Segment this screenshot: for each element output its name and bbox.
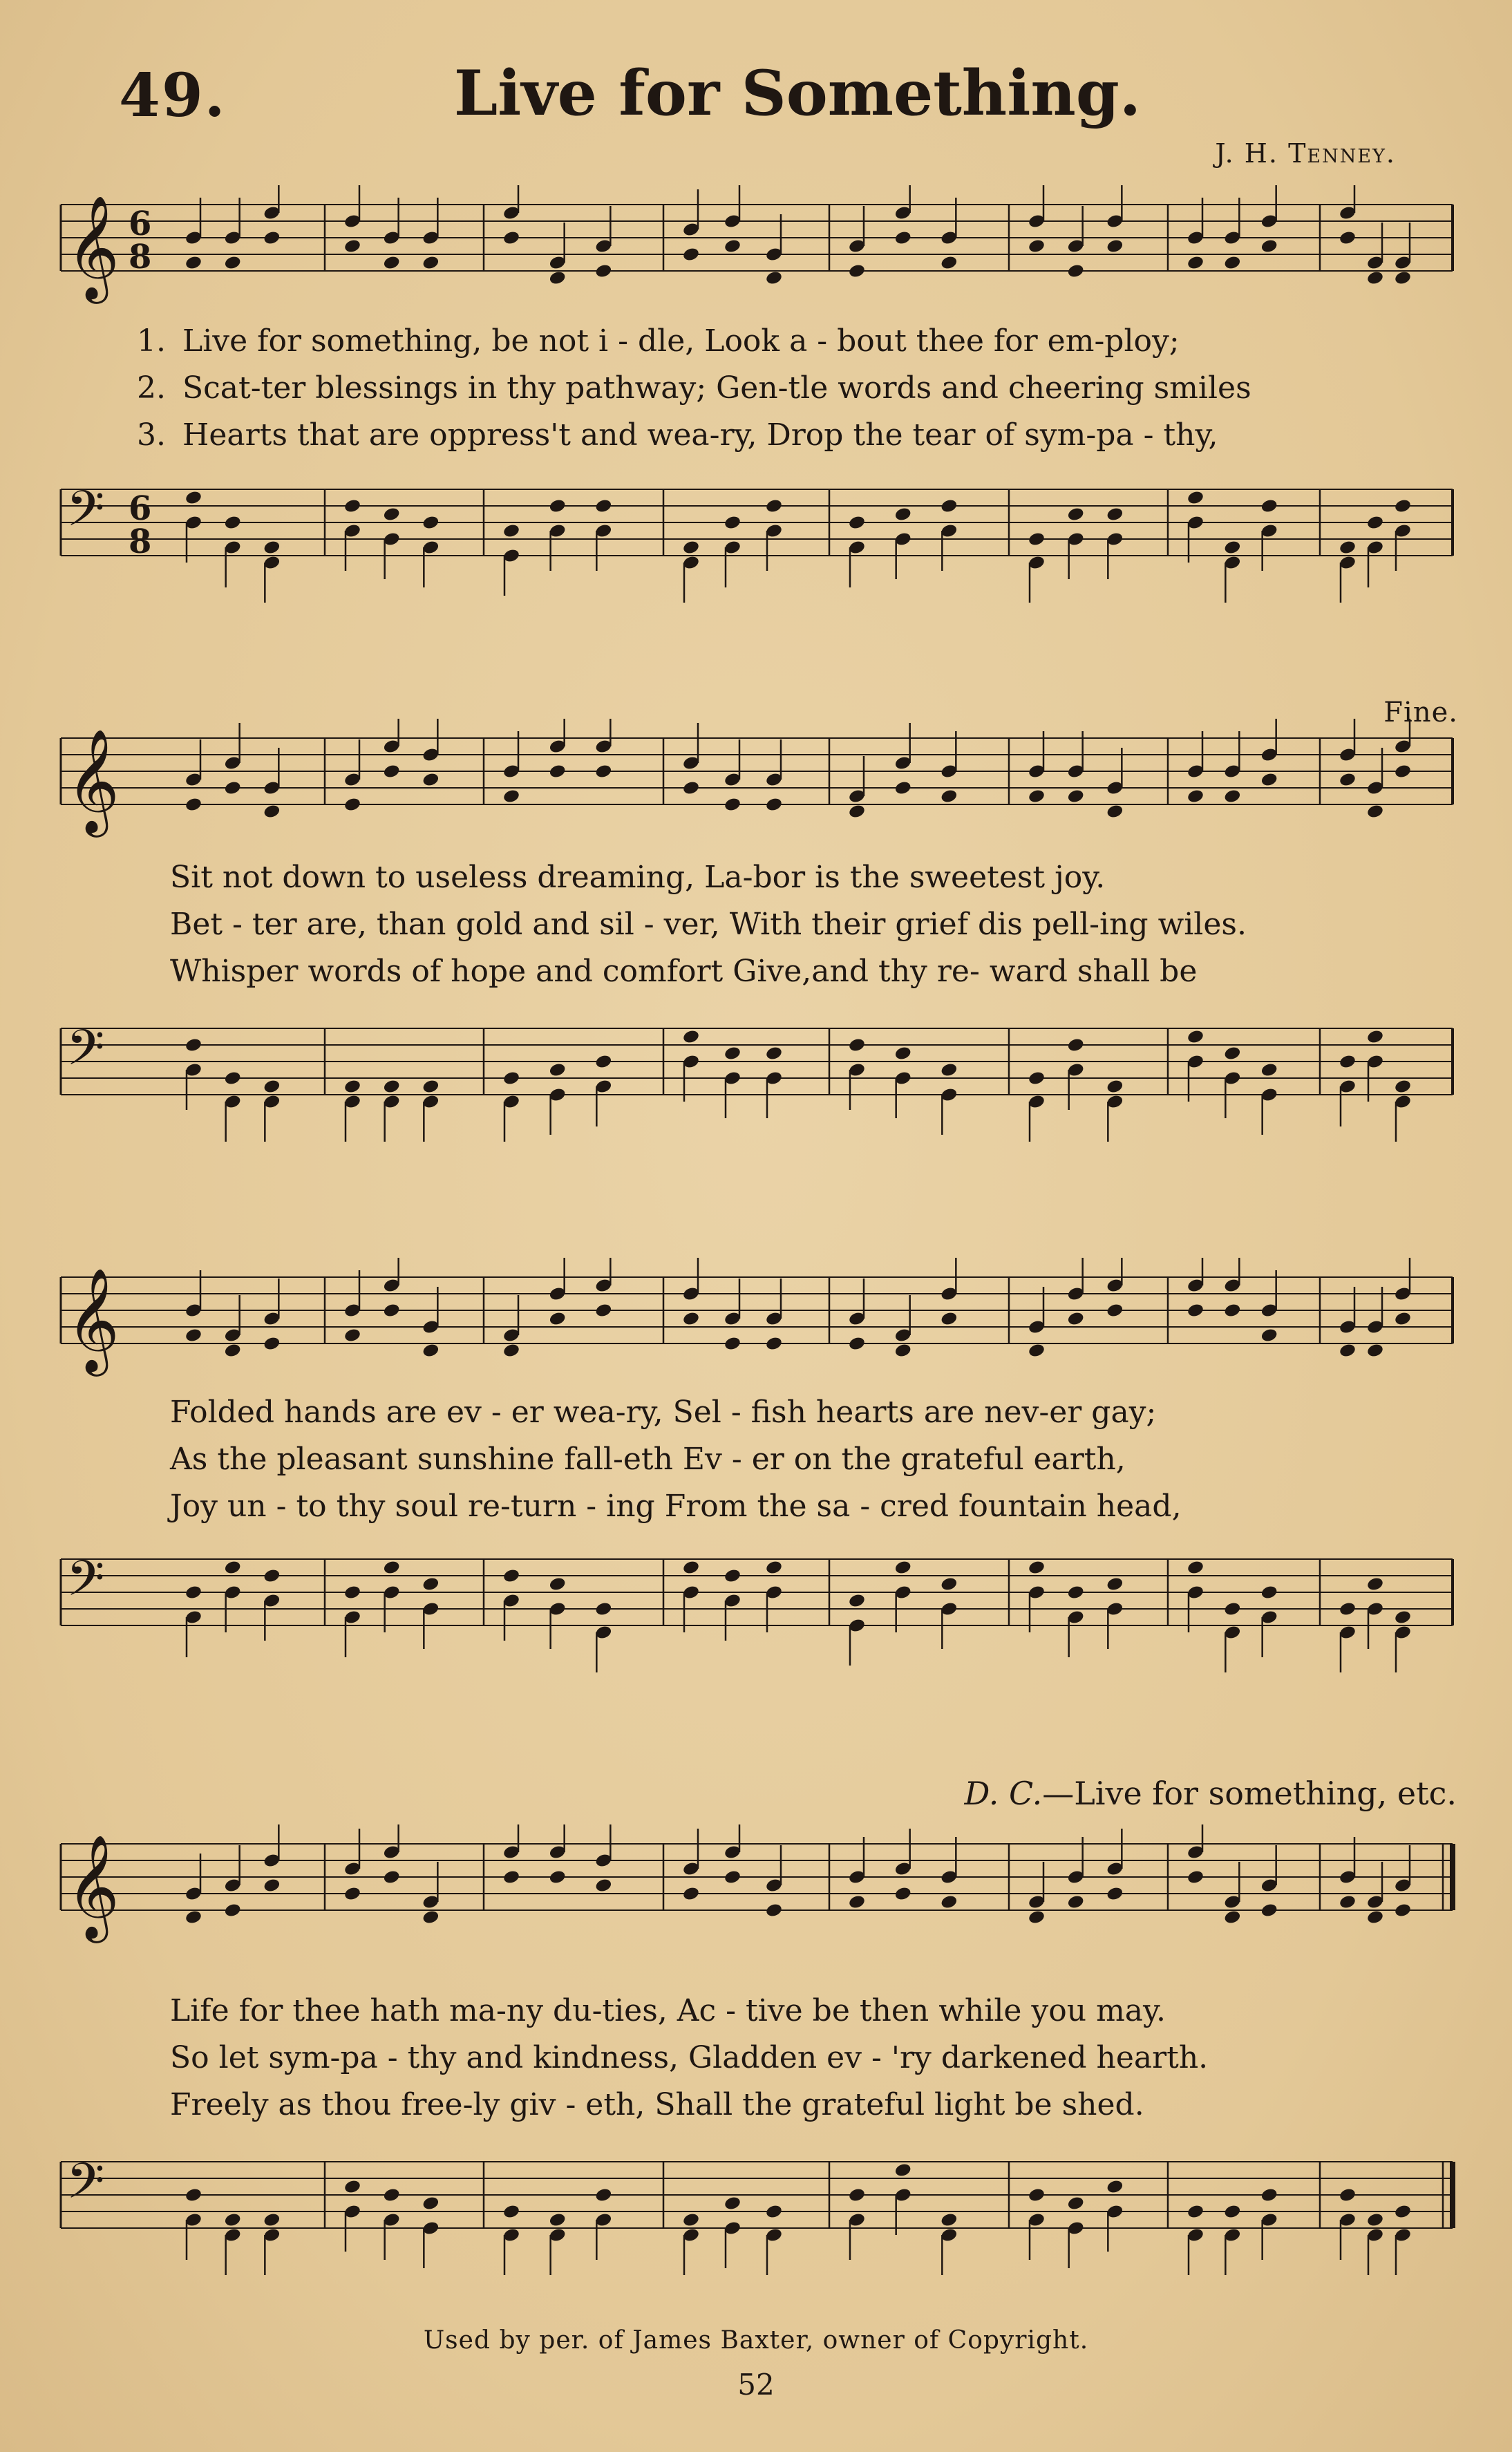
hymn-number: 49. (119, 61, 227, 131)
notehead (383, 1079, 401, 1095)
notehead (422, 1079, 440, 1095)
notehead (1339, 230, 1357, 246)
notehead (549, 2212, 567, 2228)
notehead (940, 2212, 958, 2228)
notehead (1223, 1909, 1241, 1925)
verse-number: 3. (137, 417, 166, 453)
notehead (1339, 2187, 1357, 2203)
time-signature-numerator: 6 (129, 205, 152, 243)
bass-clef-icon: 𝄢 (66, 480, 105, 549)
notehead (848, 1593, 866, 1609)
notehead (724, 2196, 741, 2211)
notehead (1067, 1894, 1085, 1910)
notehead (263, 1878, 281, 1894)
notehead (1223, 540, 1241, 556)
notehead (422, 515, 440, 531)
notehead (185, 2187, 202, 2203)
notehead (1106, 2179, 1124, 2195)
notehead (422, 772, 440, 788)
notehead (1067, 1037, 1085, 1053)
notehead (549, 1062, 567, 1078)
notehead (894, 2162, 912, 2178)
notehead (549, 1869, 567, 1885)
notehead (1260, 1903, 1278, 1918)
notehead (1260, 1062, 1278, 1078)
composer-credit: J. H. Tenney. (1215, 138, 1396, 169)
notehead (940, 498, 958, 514)
notehead (263, 1336, 281, 1352)
notehead (594, 498, 612, 514)
notehead (343, 1886, 361, 1902)
notehead (1260, 1585, 1278, 1601)
notehead (724, 1046, 741, 1062)
notehead (1106, 1886, 1124, 1902)
bass-staff-4 (0, 2142, 1512, 2281)
notehead (1223, 2204, 1241, 2220)
lyric-text: As the pleasant sunshine fall-eth Ev - er on the grateful earth, (170, 1442, 1126, 1477)
notehead (1187, 1303, 1204, 1319)
notehead (848, 1894, 866, 1910)
notehead (263, 1079, 281, 1095)
lyric-text: So let sym-pa - thy and kindness, Gladden ev - 'ry darkened hearth. (170, 2040, 1209, 2075)
notehead (1187, 2204, 1204, 2220)
notehead (1366, 2212, 1384, 2228)
dc-text: —Live for something, etc. (1042, 1775, 1457, 1812)
notehead (1260, 2187, 1278, 2203)
notehead (224, 780, 242, 796)
notehead (1106, 1303, 1124, 1319)
notehead (894, 230, 912, 246)
notehead (263, 804, 281, 820)
treble-staff-2 (0, 719, 1512, 857)
notehead (940, 1576, 958, 1592)
notehead (1260, 238, 1278, 254)
notehead (502, 230, 520, 246)
notehead (682, 1560, 700, 1576)
notehead (502, 1568, 520, 1584)
notehead (263, 540, 281, 556)
lyric-text: Hearts that are oppress't and wea-ry, Drop the tear of sym-pa - thy, (182, 417, 1218, 453)
notehead (1067, 2196, 1085, 2211)
lyric-text: Scat-ter blessings in thy pathway; Gen-tle words and cheering smiles (182, 370, 1251, 406)
notehead (940, 1311, 958, 1327)
notehead (1028, 1560, 1046, 1576)
notehead (724, 238, 741, 254)
notehead (724, 1568, 741, 1584)
notehead (224, 2212, 242, 2228)
notehead (502, 789, 520, 804)
notehead (765, 270, 783, 286)
notehead (1067, 263, 1085, 279)
notehead (1366, 1343, 1384, 1359)
notehead (940, 789, 958, 804)
notehead (185, 797, 202, 813)
notehead (894, 1343, 912, 1359)
notehead (682, 780, 700, 796)
lyric-text: Life for thee hath ma-ny du-ties, Ac - tive be then while you may. (170, 1993, 1166, 2028)
notehead (940, 1062, 958, 1078)
notehead (1187, 789, 1204, 804)
notehead (765, 797, 783, 813)
notehead (185, 490, 202, 506)
notehead (422, 1909, 440, 1925)
verse-number: 1. (137, 323, 166, 359)
notehead (263, 230, 281, 246)
notehead (185, 255, 202, 271)
notehead (1223, 789, 1241, 804)
notehead (894, 1560, 912, 1576)
notehead (1394, 2204, 1412, 2220)
notehead (1366, 515, 1384, 531)
notehead (1106, 507, 1124, 522)
bass-staff-3 (0, 1540, 1512, 1678)
notehead (848, 1037, 866, 1053)
notehead (383, 255, 401, 271)
lyric-text: Freely as thou free-ly giv - eth, Shall the grateful light be shed. (170, 2087, 1144, 2122)
notehead (1394, 1610, 1412, 1625)
page-number: 52 (737, 2368, 775, 2402)
treble-staff-3 (0, 1258, 1512, 1396)
dc-instruction (965, 1775, 1457, 1812)
notehead (848, 1336, 866, 1352)
notehead (1028, 2187, 1046, 2203)
notehead (1028, 1909, 1046, 1925)
notehead (1106, 1576, 1124, 1592)
lyric-text: Live for something, be not i - dle, Look a - bout thee for em-ploy; (182, 323, 1180, 359)
notehead (848, 2187, 866, 2203)
notehead (1187, 1560, 1204, 1576)
notehead (1366, 1909, 1384, 1925)
notehead (502, 1869, 520, 1885)
bass-staff-2 (0, 1009, 1512, 1147)
notehead (848, 515, 866, 531)
notehead (894, 1046, 912, 1062)
notehead (224, 1343, 242, 1359)
notehead (1394, 1079, 1412, 1095)
copyright-credit: Used by per. of James Baxter, owner of Copyright. (423, 2326, 1089, 2355)
notehead (594, 1601, 612, 1617)
notehead (185, 1585, 202, 1601)
notehead (502, 1343, 520, 1359)
notehead (1339, 1894, 1357, 1910)
notehead (724, 1336, 741, 1352)
notehead (1394, 1903, 1412, 1918)
notehead (724, 1869, 741, 1885)
notehead (1339, 1601, 1357, 1617)
treble-clef-icon: 𝄞 (66, 1267, 120, 1372)
time-signature-denominator: 8 (129, 522, 152, 561)
notehead (343, 498, 361, 514)
notehead (848, 263, 866, 279)
notehead (224, 1071, 242, 1086)
notehead (848, 804, 866, 820)
notehead (1067, 789, 1085, 804)
notehead (765, 498, 783, 514)
notehead (1394, 1311, 1412, 1327)
notehead (765, 1903, 783, 1918)
notehead (549, 498, 567, 514)
notehead (1339, 540, 1357, 556)
notehead (765, 1046, 783, 1062)
notehead (343, 1585, 361, 1601)
notehead (765, 1560, 783, 1576)
notehead (422, 1576, 440, 1592)
notehead (1366, 1029, 1384, 1045)
notehead (724, 515, 741, 531)
notehead (422, 255, 440, 271)
notehead (343, 2179, 361, 2195)
notehead (1028, 531, 1046, 547)
verse-number: 2. (137, 370, 166, 406)
bass-clef-icon: 𝄢 (66, 1019, 105, 1088)
notehead (1187, 1029, 1204, 1045)
notehead (1366, 1576, 1384, 1592)
notehead (383, 1303, 401, 1319)
notehead (1067, 1585, 1085, 1601)
treble-staff-1 (0, 185, 1512, 323)
lyric-text: Whisper words of hope and comfort Give,and thy re- ward shall be (170, 954, 1198, 989)
bass-clef-icon: 𝄢 (66, 2153, 105, 2222)
notehead (549, 764, 567, 780)
notehead (594, 1303, 612, 1319)
notehead (1187, 490, 1204, 506)
notehead (1260, 1328, 1278, 1343)
fine-marking: Fine. (1383, 697, 1458, 728)
notehead (1223, 255, 1241, 271)
treble-staff-4 (0, 1824, 1512, 1963)
notehead (1366, 804, 1384, 820)
notehead (682, 540, 700, 556)
lyric-text: Folded hands are ev - er wea-ry, Sel - fish hearts are nev-er gay; (170, 1395, 1157, 1430)
notehead (1223, 1046, 1241, 1062)
notehead (502, 1071, 520, 1086)
notehead (1260, 772, 1278, 788)
bass-staff-1 (0, 470, 1512, 608)
notehead (682, 1311, 700, 1327)
bass-clef-icon: 𝄢 (66, 1550, 105, 1619)
notehead (1339, 1054, 1357, 1070)
notehead (502, 2204, 520, 2220)
notehead (224, 255, 242, 271)
notehead (1028, 1343, 1046, 1359)
notehead (1106, 238, 1124, 254)
notehead (383, 1560, 401, 1576)
notehead (1394, 270, 1412, 286)
notehead (894, 1886, 912, 1902)
notehead (1366, 270, 1384, 286)
notehead (940, 255, 958, 271)
notehead (502, 523, 520, 539)
notehead (724, 797, 741, 813)
notehead (549, 270, 567, 286)
notehead (263, 1568, 281, 1584)
notehead (224, 1903, 242, 1918)
notehead (1106, 804, 1124, 820)
notehead (1260, 498, 1278, 514)
treble-clef-icon: 𝄞 (66, 194, 120, 299)
notehead (594, 764, 612, 780)
notehead (185, 1328, 202, 1343)
notehead (1394, 764, 1412, 780)
notehead (894, 507, 912, 522)
notehead (1223, 1601, 1241, 1617)
time-signature-denominator: 8 (129, 238, 152, 276)
notehead (894, 780, 912, 796)
notehead (1187, 255, 1204, 271)
notehead (185, 1909, 202, 1925)
notehead (1339, 1343, 1357, 1359)
time-signature-numerator: 6 (129, 489, 152, 528)
notehead (343, 797, 361, 813)
notehead (185, 1037, 202, 1053)
notehead (343, 1328, 361, 1343)
notehead (224, 1560, 242, 1576)
lyric-text: Joy un - to thy soul re-turn - ing From the sa - cred fountain head, (170, 1489, 1182, 1524)
notehead (1187, 1869, 1204, 1885)
notehead (940, 1894, 958, 1910)
notehead (422, 2196, 440, 2211)
notehead (224, 515, 242, 531)
notehead (682, 247, 700, 263)
notehead (1028, 789, 1046, 804)
notehead (343, 238, 361, 254)
notehead (549, 1311, 567, 1327)
dc-label: D. C. (964, 1775, 1043, 1812)
notehead (1067, 507, 1085, 522)
notehead (594, 263, 612, 279)
lyric-text: Bet - ter are, than gold and sil - ver, With their grief dis pell-ing wiles. (170, 907, 1247, 942)
notehead (682, 1029, 700, 1045)
treble-clef-icon: 𝄞 (66, 1833, 120, 1939)
notehead (383, 2187, 401, 2203)
notehead (1067, 1311, 1085, 1327)
notehead (383, 1869, 401, 1885)
notehead (549, 1576, 567, 1592)
notehead (1028, 238, 1046, 254)
hymn-title: Live for Something. (453, 57, 1142, 130)
notehead (1106, 1079, 1124, 1095)
notehead (422, 1343, 440, 1359)
notehead (765, 2204, 783, 2220)
notehead (765, 1336, 783, 1352)
notehead (1339, 772, 1357, 788)
treble-clef-icon: 𝄞 (66, 728, 120, 833)
lyric-text: Sit not down to useless dreaming, La-bor is the sweetest joy. (170, 860, 1106, 895)
notehead (1223, 1303, 1241, 1319)
notehead (594, 2187, 612, 2203)
notehead (682, 1886, 700, 1902)
notehead (594, 1054, 612, 1070)
notehead (1028, 1071, 1046, 1086)
notehead (682, 2212, 700, 2228)
notehead (383, 507, 401, 522)
notehead (263, 2212, 281, 2228)
notehead (343, 1079, 361, 1095)
notehead (383, 764, 401, 780)
notehead (594, 1878, 612, 1894)
notehead (1394, 498, 1412, 514)
